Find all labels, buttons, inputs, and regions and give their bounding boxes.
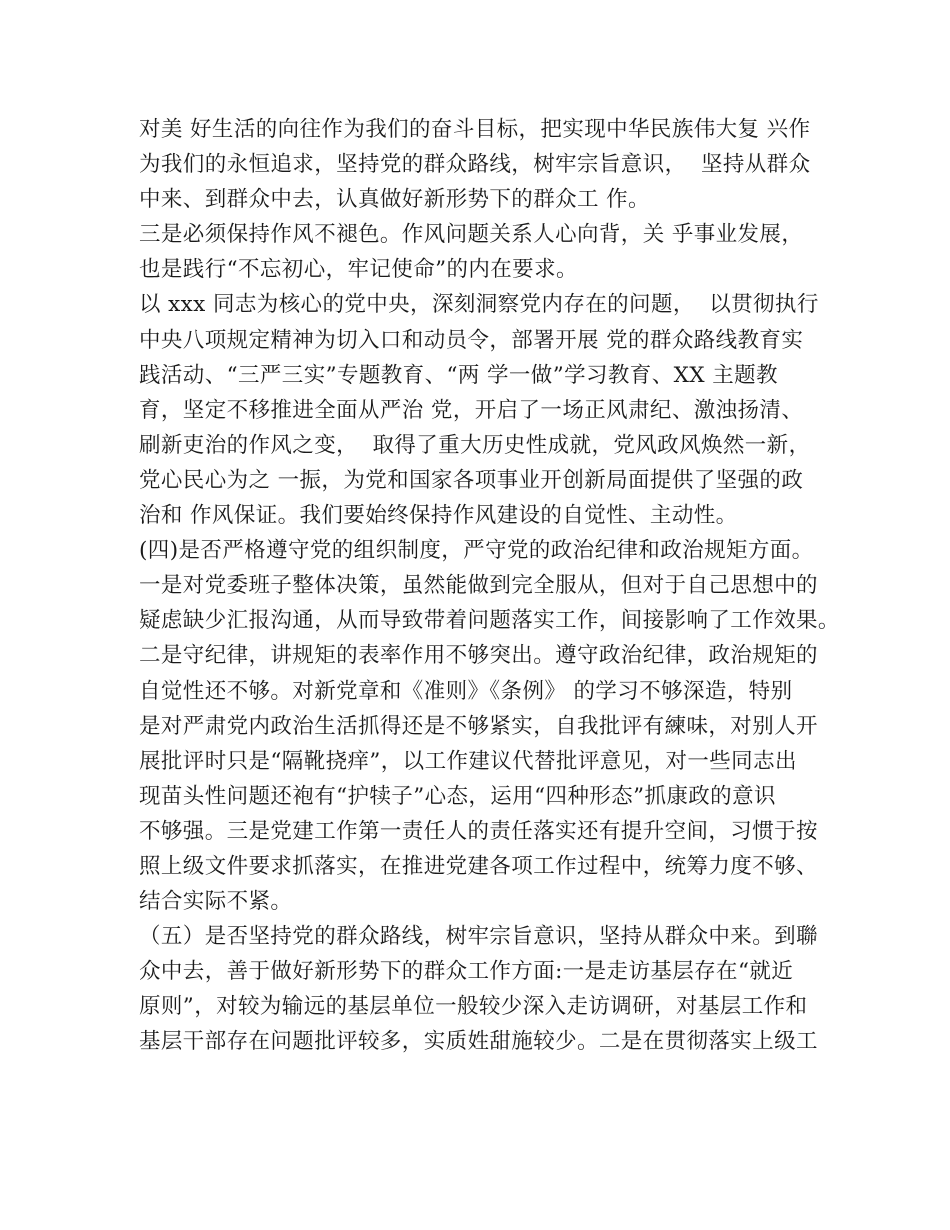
text-line: 以 xxx 同志为核心的党中央，深刻洞察党内存在的问题， 以贯彻执行 <box>139 292 819 318</box>
text-line: （五）是否坚持党的群众路线，树牢宗旨意识，坚持从群众中来。到聯 <box>139 924 818 950</box>
text-line: 中央八项规定精神为切入口和动员令，部署开展 党的群众路线教育实 <box>139 327 804 353</box>
text-line: 刷新吏治的作风之变， 取得了重大历史性成就，党风政风焕然一新， <box>139 432 811 458</box>
text-line: 二是守纪律，讲规矩的表率作用不够突出。遵守政治纪律，政治规矩的 <box>139 643 818 669</box>
text-line: 是对严肃党内政治生活抓得还是不够紧实，自我批评有練味，对别人开 <box>139 713 818 739</box>
text-line: 现苗头性问题还袍有“护犊子”心态，运用“四种形态”抓康政的意识 <box>139 783 776 809</box>
text-line: 一是对党委班子整体决策，虽然能做到完全服从，但对于自己思想中的 <box>139 573 818 599</box>
text-line: 对美 好生活的向往作为我们的奋斗目标，把实现中华民族伟大复 兴作 <box>139 117 811 142</box>
text-line: 疑虑缺少汇报沟通，从而导致带着问题落实工作，间接影响了工作效果。 <box>139 608 840 634</box>
text-line: 展批评时只是“隔靴挠痒”，以工作建议代替批评意见，对一些同志出 <box>139 748 797 774</box>
text-line: 基层干部存在问题批评较多，实质姓甜施较少。二是在贯彻落实上级工 <box>139 1029 818 1055</box>
text-line: 三是必须保持作风不褪色。作风问题关系人心向背，关 乎事业发展， <box>139 222 804 248</box>
text-line: 自觉性还不够。对新党章和《准则》《条例》 的学习不够深造，特别 <box>139 678 793 704</box>
text-line: 照上级文件要求抓落实，在推进党建各项工作过程中，统筹力度不够、 <box>139 853 818 879</box>
text-line: 众中去，善于做好新形势下的群众工作方面:一是走访基层存在“就近 <box>139 959 794 985</box>
text-line: 也是践行“不忘初心，牢记使命”的内在要求。 <box>139 257 578 283</box>
text-line: 育，坚定不移推进全面从严治 党，开启了一场正风肃纪、激浊扬清、 <box>139 397 804 423</box>
text-line: 结合实际不紧。 <box>139 889 293 915</box>
text-line: 党心民心为之 一振，为党和国家各项事业开创新局面提供了坚强的政 <box>139 467 804 493</box>
text-line: 践活动、“三严三实”专题教育、“两 学一做”学习教育、XX 主题教 <box>139 362 778 388</box>
text-line: 不够强。三是党建工作第一责任人的责任落实还有提升空间，习惯于按 <box>139 818 818 844</box>
text-line: 原则”，对较为输远的基层单位一般较少深入走访调研，对基层工作和 <box>139 994 808 1020</box>
body-text <box>139 112 840 1060</box>
text-line: 为我们的永恒追求，坚持党的群众路线，树牢宗旨意识， 坚持从群众 <box>139 152 811 178</box>
text-line: (四)是否严格遵守党的组织制度，严守党的政治纪律和政治规矩方面。 <box>139 538 814 564</box>
text-line: 中来、到群众中去，认真做好新形势下的群众工 作。 <box>139 187 650 213</box>
text-line: 治和 作风保证。我们要始终保持作风建设的自觉性、主动性。 <box>139 503 738 529</box>
